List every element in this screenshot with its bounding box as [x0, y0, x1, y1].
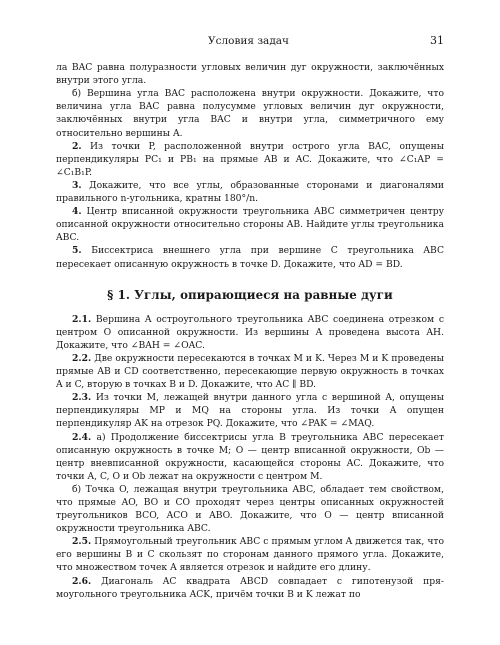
page-number: 31	[430, 34, 444, 47]
problem-text: Диагональ AC квадрата ABCD совпадает с гипотенузой прямоугольного треугольника ACK, причём точки B и K лежат по	[56, 575, 445, 600]
problem-paragraph	[56, 483, 444, 535]
problem-number: 2.	[72, 140, 82, 152]
problem-text: Две окружности пересекаются в точках M и K. Через M и K проведены прямые AB и CD соответственно, пересекающие первую окружность в точках A и C, вторую в точках B и D. Докажите, что AC ∥ BD.	[56, 352, 444, 391]
section-title: § 1. Углы, опирающиеся на равные дуги	[107, 287, 393, 302]
problem-text: ла BAC равна полуразности угловых величин дуг окружности, заключённых внутри этого угла.	[56, 62, 444, 87]
problem-paragraph	[56, 244, 444, 270]
problem-number: 2.1.	[72, 313, 92, 325]
problem-number: 3.	[72, 179, 82, 191]
intro-problems	[56, 61, 444, 271]
problem-number: 5.	[72, 245, 82, 257]
problem-number: 2.6.	[72, 575, 92, 587]
problem-paragraph	[56, 352, 444, 391]
problem-paragraph	[56, 140, 444, 179]
problem-text: б) Точка O, лежащая внутри треугольника ABC, обладает тем свойством, что прямые AO, BO и CO проходят через центры описанных окружностей треугольников BCO, ACO и ABO. Докажите, что O — центр вписанной окружности треугольника ABC.	[56, 483, 444, 535]
problem-text: Центр вписанной окружности треугольника ABC симметричен центру описанной окружности относительно стороны AB. Найдите углы треугольника ABC.	[56, 206, 444, 244]
problem-text: Вершина A остроугольного треугольника ABC соединена отрезком с центром O описанной окружности. Из вершины A проведена высота AH. Докажите, что ∠BAH = ∠OAC.	[56, 313, 444, 351]
problem-text: Из точки M, лежащей внутри данного угла с вершиной A, опущены перпендикуляры MP и MQ на стороны угла. Из точки A опущен перпендикуляр AK на отрезок PQ. Докажите, что ∠PAK = ∠MAQ.	[56, 392, 445, 430]
problem-paragraph	[56, 575, 444, 601]
problem-paragraph	[56, 87, 444, 139]
problem-number: 2.5.	[72, 536, 92, 548]
problem-number: 4.	[72, 206, 82, 218]
problem-paragraph	[56, 535, 444, 574]
problem-paragraph	[56, 431, 444, 483]
problem-text: Из точки P, расположенной внутри острого угла BAC, опущены перпендикуляры PC₁ и PB₁ на прямые AB и AC. Докажите, что ∠C₁AP = ∠C₁B₁P.	[56, 140, 445, 178]
problem-text: а) Продолжение биссектрисы угла B треугольника ABC пересекает описанную окружность в точке M; O — центр вписанной окружности, Ob — центр вневписанной окружности, касающейся стороны AC. Докажите, что точки A, C, O и Ob лежат на окружности с центром M.	[56, 431, 445, 482]
header-title: Условия задач	[208, 35, 289, 47]
problem-paragraph	[56, 61, 444, 87]
problem-paragraph	[56, 313, 444, 352]
problem-text: б) Вершина угла BAC расположена внутри окружности. Докажите, что величина угла BAC равна полусумме угловых величин дуг окружности, заключённых внутри угла BAC и внутри угла, симметричного ему относительно вершины A.	[56, 88, 444, 139]
problem-text: Биссектриса внешнего угла при вершине C треугольника ABC пересекает описанную окружность в точке D. Докажите, что AD = BD.	[56, 245, 444, 270]
problem-paragraph	[56, 391, 444, 430]
section-problems	[56, 313, 444, 601]
problem-number: 2.2.	[72, 352, 92, 364]
running-header	[56, 34, 444, 48]
problem-text: Докажите, что все углы, образованные сторонами и диагоналями правильного n-угольника, кратны 180°/n.	[56, 179, 445, 205]
problem-text: Прямоугольный треугольник ABC с прямым углом A движется так, что его вершины B и C скользят по сторонам данного прямого угла. Докажите, что множеством точек A является отрезок и найдите его длину.	[56, 536, 445, 574]
problem-number: 2.3.	[72, 392, 92, 404]
problem-number: 2.4.	[72, 431, 92, 443]
problem-paragraph	[56, 179, 444, 205]
problem-paragraph	[56, 205, 444, 244]
